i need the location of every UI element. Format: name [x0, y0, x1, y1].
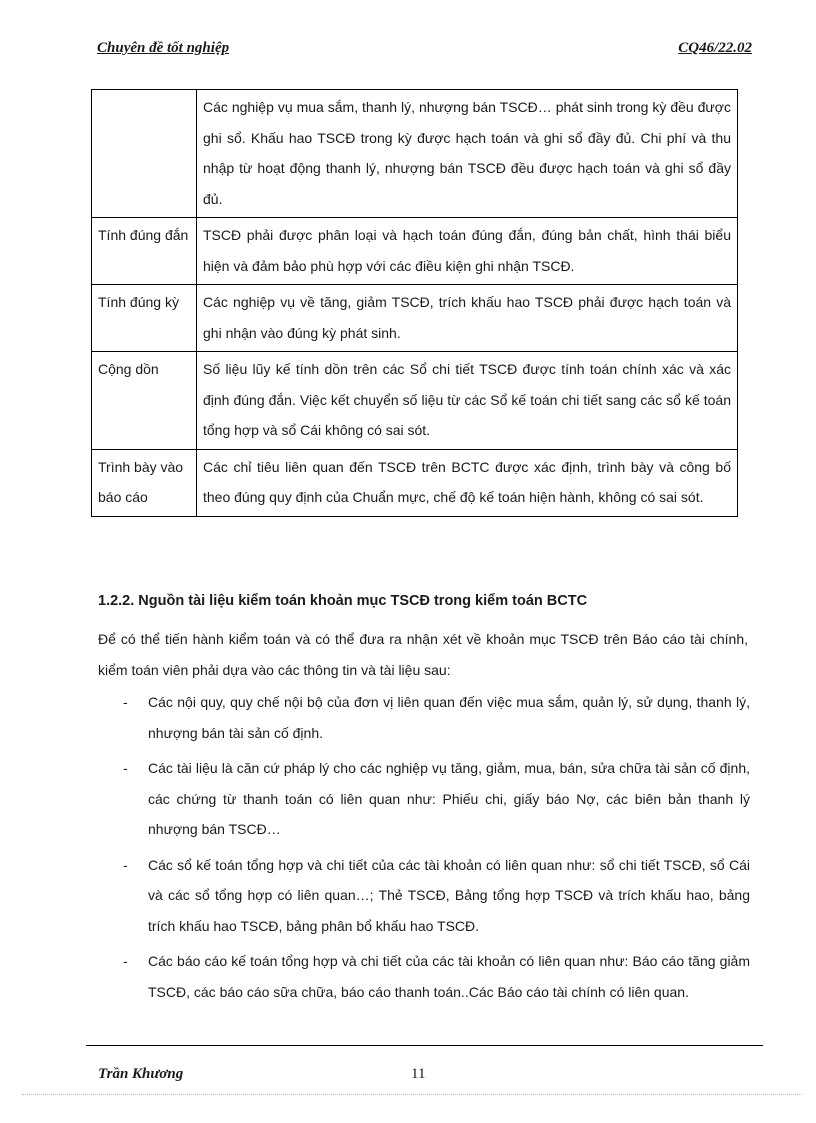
description-cell: Các nghiệp vụ về tăng, giảm TSCĐ, trích khấu hao TSCĐ phải được hạch toán và ghi nhận vào đúng kỳ phát sinh. [197, 285, 738, 352]
bullet-dash: - [123, 694, 128, 710]
description-cell: Các nghiệp vụ mua sắm, thanh lý, nhượng bán TSCĐ… phát sinh trong kỳ đều được ghi sổ. Khấu hao TSCĐ trong kỳ được hạch toán và ghi sổ đầy đủ. Chi phí và thu nhập từ hoạt động thanh lý, nhượng bán TSCĐ đều được hạch toán và ghi sổ đầy đủ. [197, 90, 738, 218]
page-header [97, 40, 752, 62]
page-break-line [22, 1094, 802, 1095]
section-heading: 1.2.2. Nguồn tài liệu kiểm toán khoản mục TSCĐ trong kiểm toán BCTC [98, 593, 588, 609]
list-item [98, 753, 750, 845]
table-row [92, 218, 738, 285]
audit-criteria-table [91, 89, 738, 517]
header-code: CQ46/22.02 [678, 40, 752, 56]
list-item [98, 687, 750, 748]
table-row [92, 449, 738, 516]
list-item [98, 946, 750, 1007]
description-cell: TSCĐ phải được phân loại và hạch toán đúng đắn, đúng bản chất, hình thái biểu hiện và đảm bảo phù hợp với các điều kiện ghi nhận TSCĐ. [197, 218, 738, 285]
section-intro: Để có thể tiến hành kiểm toán và có thể đưa ra nhận xét về khoản mục TSCĐ trên Báo cáo tài chính, kiểm toán viên phải dựa vào các thông tin và tài liệu sau: [98, 631, 748, 678]
list-item [98, 850, 750, 942]
criterion-cell: Tính đúng đắn [92, 218, 197, 285]
bullet-dash: - [123, 760, 128, 776]
list-item-text: Các tài liệu là căn cứ pháp lý cho các nghiệp vụ tăng, giảm, mua, bán, sửa chữa tài sản cố định, các chứng từ thanh toán có liên quan như: Phiếu chi, giấy báo Nợ, các biên bản thanh lý nhượng bán TSCĐ… [148, 760, 750, 837]
criterion-cell: Cộng dồn [92, 352, 197, 450]
footer-divider [86, 1045, 763, 1046]
source-list [98, 687, 750, 1012]
header-title: Chuyên đề tốt nghiệp [97, 40, 230, 56]
table-row [92, 90, 738, 218]
criterion-cell: Tính đúng kỳ [92, 285, 197, 352]
description-cell: Số liệu lũy kế tính dồn trên các Sổ chi tiết TSCĐ được tính toán chính xác và xác định đúng đắn. Việc kết chuyển số liệu từ các Sổ kế toán chi tiết sang các sổ kế toán tổng hợp và sổ Cái không có sai sót. [197, 352, 738, 450]
list-item-text: Các nội quy, quy chế nội bộ của đơn vị liên quan đến việc mua sắm, quản lý, sử dụng, thanh lý, nhượng bán tài sản cố định. [148, 694, 750, 741]
list-item-text: Các sổ kế toán tổng hợp và chi tiết của các tài khoản có liên quan như: sổ chi tiết TSCĐ, sổ Cái và các sổ tổng hợp có liên quan…; Thẻ TSCĐ, Bảng tổng hợp TSCĐ và trích khấu hao, bảng trích khấu hao TSCĐ, bảng phân bổ khấu hao TSCĐ. [148, 856, 750, 934]
list-item-text: Các báo cáo kế toán tổng hợp và chi tiết của các tài khoản có liên quan như: Báo cáo tăng giảm TSCĐ, các báo cáo sữa chữa, báo cáo thanh toán..Các Báo cáo tài chính có liên quan. [148, 953, 750, 1000]
criterion-cell [92, 90, 197, 218]
footer-author: Trần Khương [98, 1066, 184, 1082]
bullet-dash: - [123, 856, 128, 873]
table-row [92, 352, 738, 450]
bullet-dash: - [123, 953, 128, 969]
criterion-cell: Trình bày vào báo cáo [92, 449, 197, 516]
description-cell: Các chỉ tiêu liên quan đến TSCĐ trên BCTC được xác định, trình bày và công bố theo đúng quy định của Chuẩn mực, chế độ kế toán hiện hành, không có sai sót. [197, 449, 738, 516]
page-number: 11 [411, 1066, 426, 1082]
table-row [92, 285, 738, 352]
